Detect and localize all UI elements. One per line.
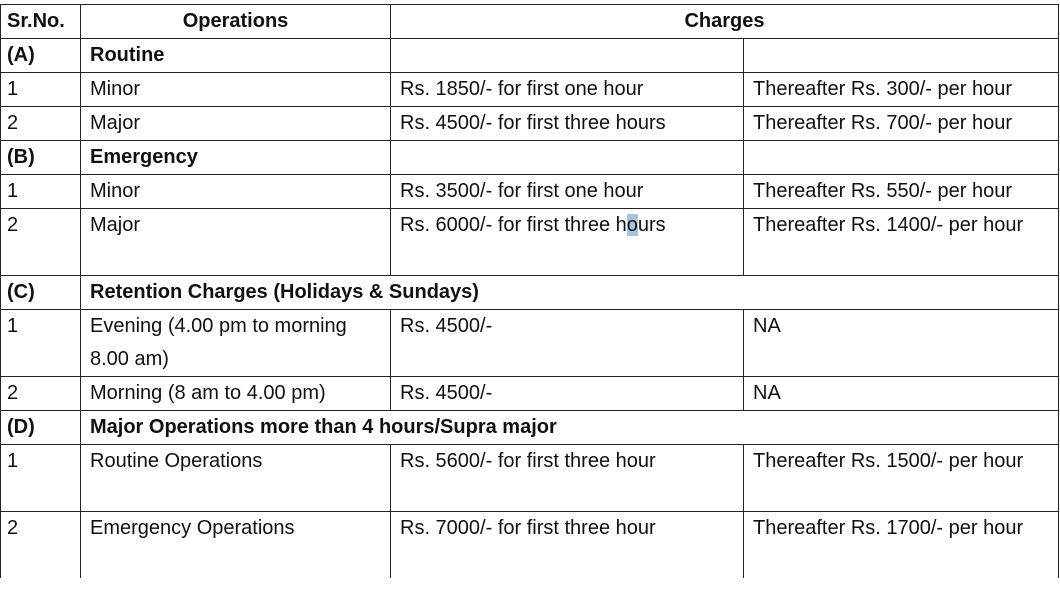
sr-cell: 2 [1, 512, 81, 579]
sr-cell: 2 [1, 209, 81, 276]
header-operations: Operations [81, 5, 391, 39]
thereafter-cell: Thereafter Rs. 1400/- per hour [744, 209, 1059, 276]
section-row-b [1, 141, 1059, 175]
sr-cell: 2 [1, 377, 81, 411]
charge-cell: Rs. 1850/- for first one hour [391, 73, 744, 107]
charge-cell[interactable] [391, 209, 744, 276]
thereafter-cell: NA [744, 377, 1059, 411]
header-row [1, 5, 1059, 39]
table-row [1, 175, 1059, 209]
table-row [1, 209, 1059, 276]
section-row-c [1, 276, 1059, 310]
empty-cell [744, 39, 1059, 73]
charge-text-post: urs [637, 214, 666, 236]
header-charges: Charges [391, 5, 1059, 39]
sr-cell: 1 [1, 73, 81, 107]
table-row [1, 107, 1059, 141]
sr-cell: 1 [1, 445, 81, 512]
operation-cell: Major [81, 209, 391, 276]
operation-cell: Routine Operations [81, 445, 391, 512]
charge-text-pre: Rs. 6000/- for first three h [400, 214, 627, 236]
empty-cell [391, 141, 744, 175]
charge-cell: Rs. 5600/- for first three hour [391, 445, 744, 512]
charge-cell: Rs. 7000/- for first three hour [391, 512, 744, 579]
section-title: Emergency [81, 141, 391, 175]
section-code: (D) [1, 411, 81, 445]
header-sr-no: Sr.No. [1, 5, 81, 39]
operation-cell: Minor [81, 175, 391, 209]
charge-cell: Rs. 4500/- [391, 310, 744, 377]
operation-cell: Major [81, 107, 391, 141]
table-row [1, 73, 1059, 107]
charge-cell: Rs. 4500/- [391, 377, 744, 411]
thereafter-cell: NA [744, 310, 1059, 377]
table-row [1, 377, 1059, 411]
charge-cell: Rs. 3500/- for first one hour [391, 175, 744, 209]
operation-cell: Morning (8 am to 4.00 pm) [81, 377, 391, 411]
section-row-a [1, 39, 1059, 73]
operation-cell: Emergency Operations [81, 512, 391, 579]
thereafter-cell: Thereafter Rs. 550/- per hour [744, 175, 1059, 209]
thereafter-cell: Thereafter Rs. 700/- per hour [744, 107, 1059, 141]
section-code: (C) [1, 276, 81, 310]
table-row [1, 445, 1059, 512]
section-title: Routine [81, 39, 391, 73]
text-selection-highlight[interactable]: o [626, 214, 638, 236]
operation-cell: Evening (4.00 pm to morning 8.00 am) [81, 310, 391, 377]
section-title: Major Operations more than 4 hours/Supra major [81, 411, 1059, 445]
section-code: (B) [1, 141, 81, 175]
operation-cell: Minor [81, 73, 391, 107]
sr-cell: 2 [1, 107, 81, 141]
empty-cell [744, 141, 1059, 175]
section-code: (A) [1, 39, 81, 73]
charges-table [0, 4, 1059, 578]
empty-cell [391, 39, 744, 73]
section-title: Retention Charges (Holidays & Sundays) [81, 276, 1059, 310]
thereafter-cell: Thereafter Rs. 1500/- per hour [744, 445, 1059, 512]
sr-cell: 1 [1, 310, 81, 377]
section-row-d [1, 411, 1059, 445]
table-row [1, 512, 1059, 579]
sr-cell: 1 [1, 175, 81, 209]
thereafter-cell: Thereafter Rs. 1700/- per hour [744, 512, 1059, 579]
charge-cell: Rs. 4500/- for first three hours [391, 107, 744, 141]
thereafter-cell: Thereafter Rs. 300/- per hour [744, 73, 1059, 107]
table-row [1, 310, 1059, 377]
